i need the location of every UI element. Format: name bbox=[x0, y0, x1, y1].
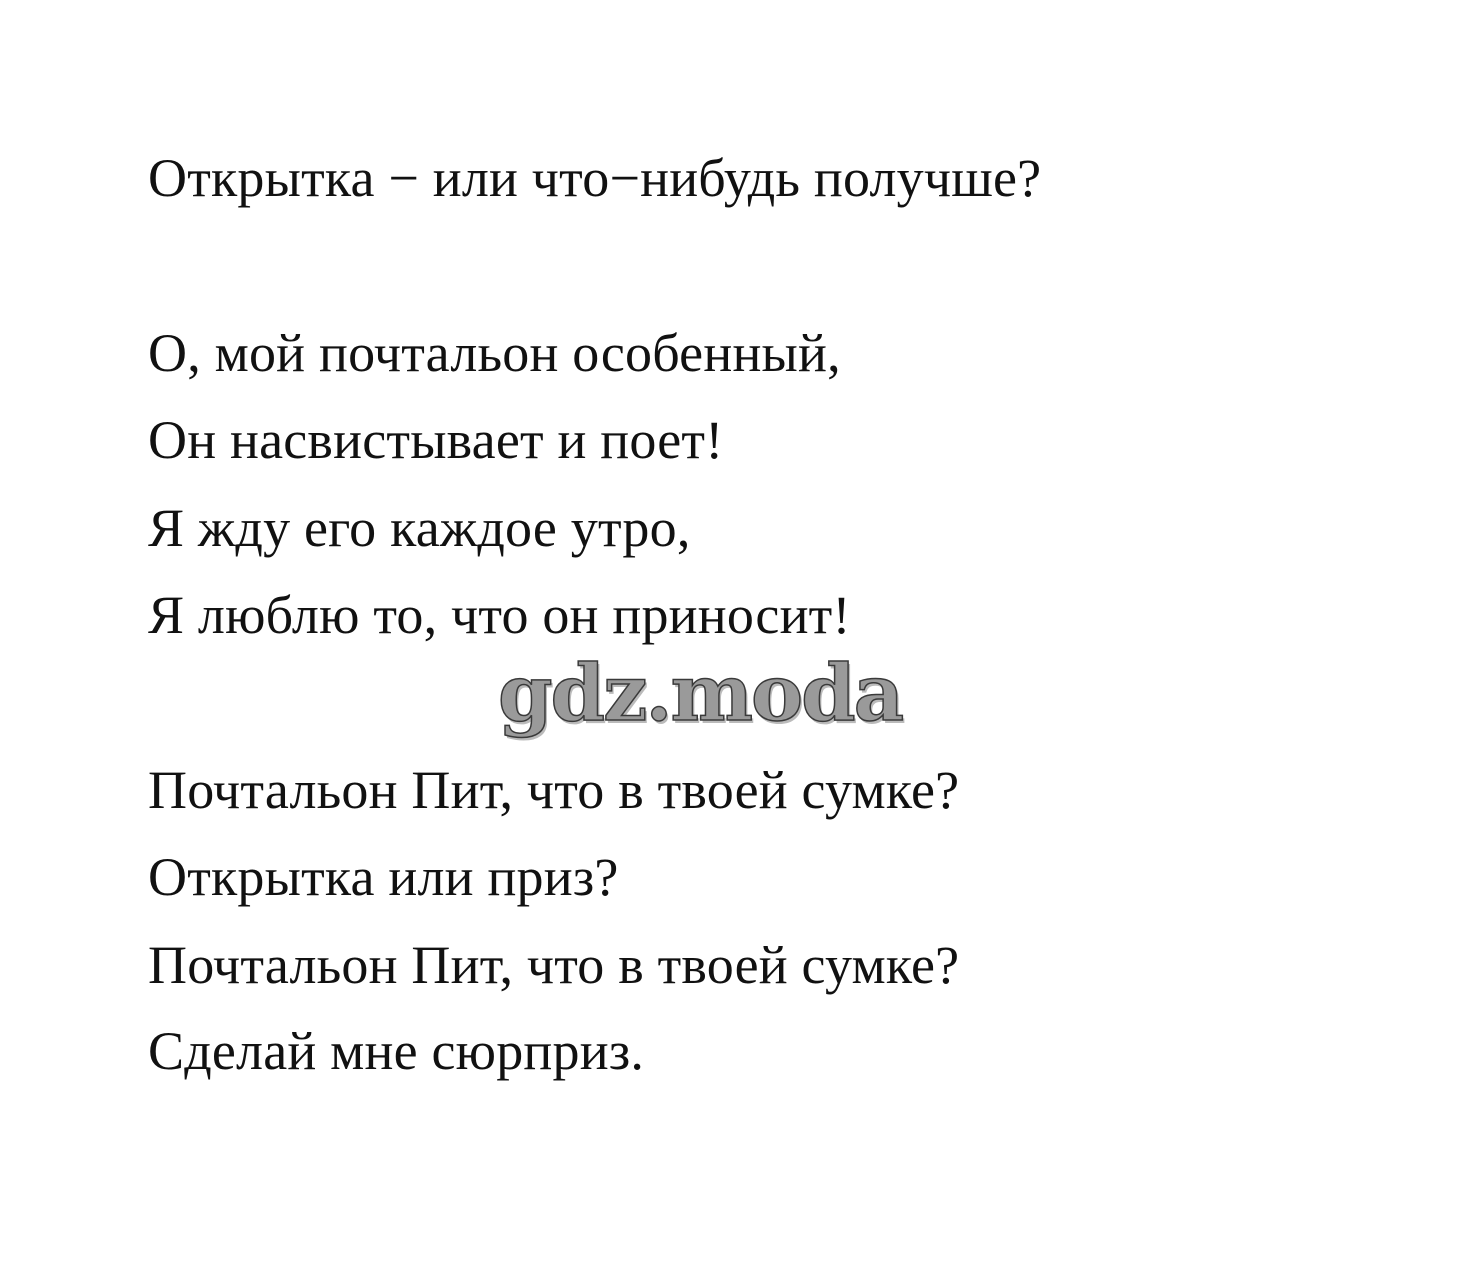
poem-title: Открытка − или что−нибудь получше? bbox=[148, 148, 1042, 208]
stanza2-line-2: Открытка или приз? bbox=[148, 847, 619, 907]
stanza1-line-1: О, мой почтальон особенный, bbox=[148, 323, 841, 383]
stanza1-line-2: Он насвистывает и поет! bbox=[148, 410, 724, 470]
watermark-logo: gdz.moda bbox=[498, 648, 903, 739]
stanza2-line-3: Почтальон Пит, что в твоей сумке? bbox=[148, 935, 960, 995]
stanza1-line-4: Я люблю то, что он приносит! bbox=[148, 585, 851, 645]
stanza2-line-1: Почтальон Пит, что в твоей сумке? bbox=[148, 760, 960, 820]
stanza1-line-3: Я жду его каждое утро, bbox=[148, 498, 691, 558]
stanza2-line-4: Сделай мне сюрприз. bbox=[148, 1021, 645, 1081]
